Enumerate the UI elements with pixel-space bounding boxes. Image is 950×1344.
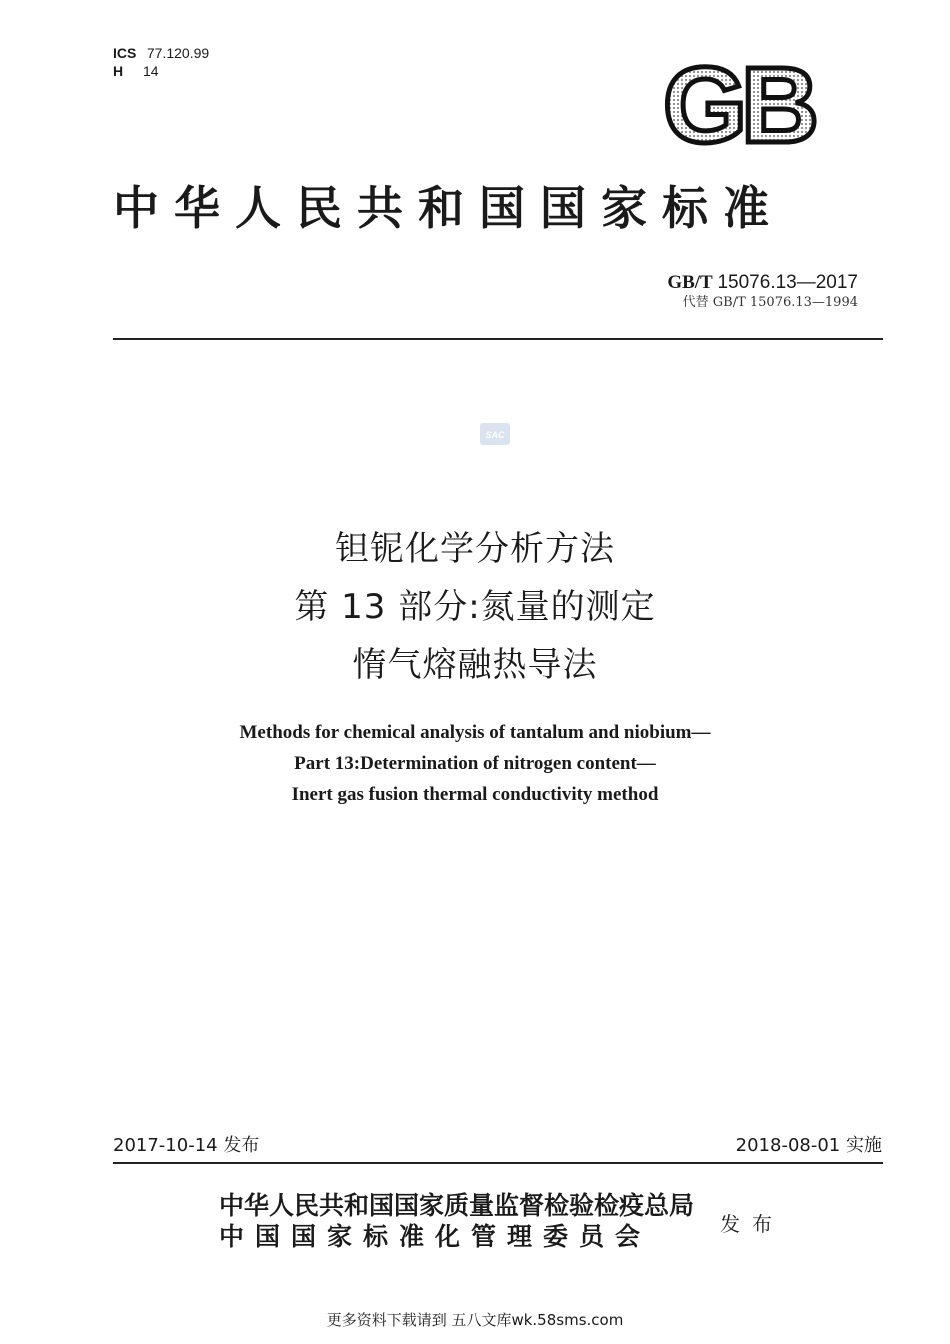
sac-watermark-icon <box>480 423 510 445</box>
implementation-date: 2018-08-01 实施 <box>735 1135 882 1156</box>
replaces-standard: 代替 GB/T 15076.13—1994 <box>682 295 858 310</box>
publish-date: 2017-10-14 发布 <box>113 1135 260 1156</box>
issuing-authorities <box>219 1190 694 1252</box>
national-standard-heading: 中华人民共和国国家标准 <box>113 181 784 235</box>
chinese-title-line3: 惰气熔融热导法 <box>352 645 598 685</box>
issuer-aqsiq: 中华人民共和国国家质量监督检验检疫总局 <box>219 1191 695 1220</box>
standard-code-number: 15076.13—2017 <box>717 272 858 293</box>
ccs-label: H <box>113 63 124 79</box>
issuer-sac: 中国国家标准化管理委员会 <box>219 1222 652 1251</box>
english-title-line1: Methods for chemical analysis of tantalum and niobium— <box>239 722 711 743</box>
download-footer: 更多资料下载请到 五八文库wk.58sms.com <box>326 1311 624 1329</box>
chinese-title-line2: 第 13 部分:氮量的测定 <box>294 587 656 627</box>
chinese-title <box>0 520 950 694</box>
ics-value: 77.120.99 <box>146 45 210 61</box>
issue-label: 发布 <box>720 1212 784 1236</box>
ics-classification <box>113 44 209 80</box>
ccs-value: 14 <box>143 63 159 79</box>
gb-logo-icon <box>640 58 836 154</box>
chinese-title-line1: 钽铌化学分析方法 <box>335 529 615 569</box>
gb-logo-text: GB <box>663 58 813 154</box>
english-title-line3: Inert gas fusion thermal conductivity method <box>291 784 659 805</box>
english-title-line2: Part 13:Determination of nitrogen content— <box>294 753 656 774</box>
footer-divider <box>113 1162 883 1164</box>
ics-label: ICS <box>113 45 137 61</box>
header-divider <box>113 338 883 340</box>
standard-code-prefix: GB/T <box>667 272 713 293</box>
sac-watermark-text: SAC <box>485 430 505 440</box>
standard-code-block <box>667 272 858 312</box>
standard-code <box>667 272 858 294</box>
english-title <box>0 717 950 810</box>
